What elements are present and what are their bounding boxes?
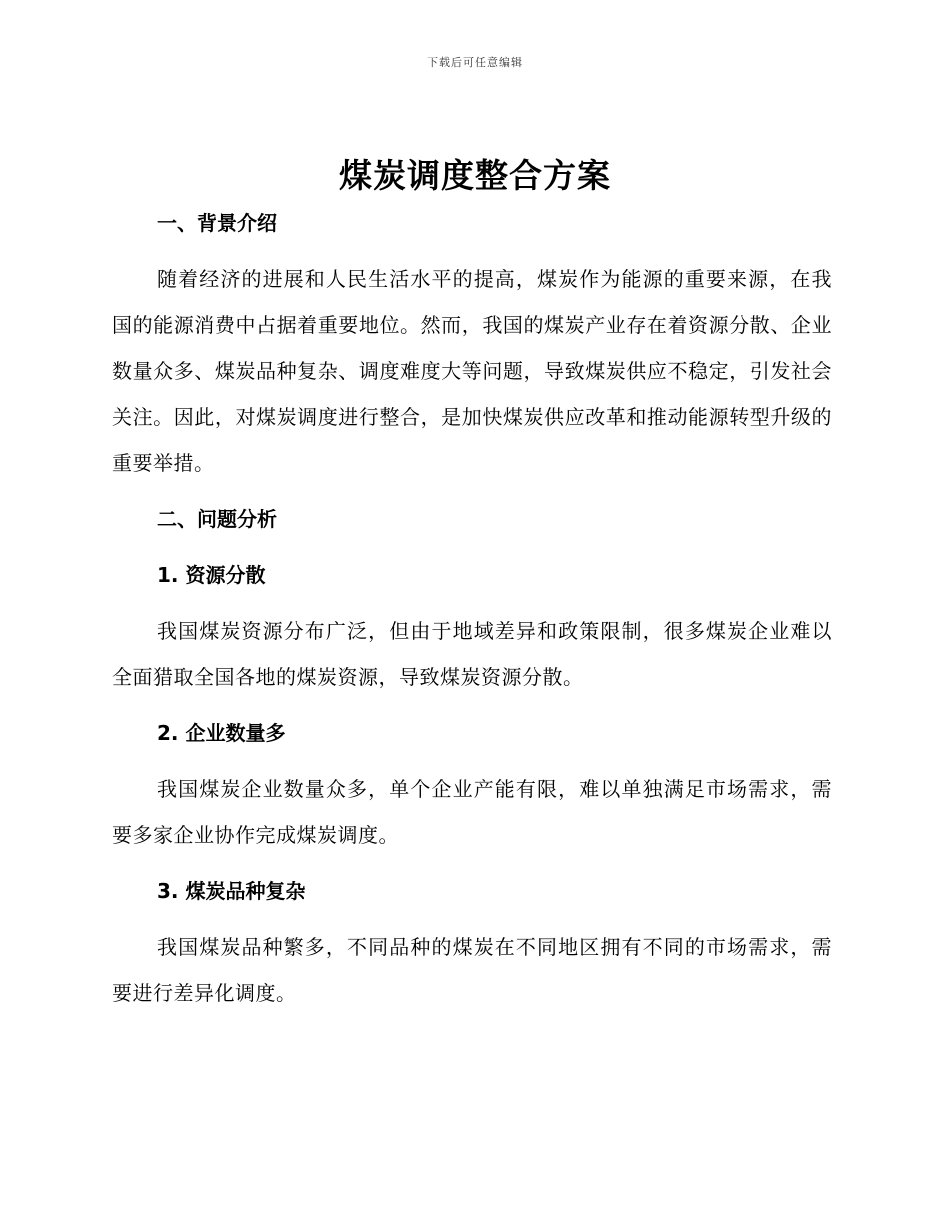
paragraph-resources: 我国煤炭资源分布广泛，但由于地域差异和政策限制，很多煤炭企业难以全面猎取全国各地的煤炭资源，导致煤炭资源分散。: [112, 619, 832, 689]
page-header: 下载后可任意编辑: [427, 56, 523, 69]
document-title: 煤炭调度整合方案: [339, 156, 611, 195]
paragraph-enterprises: 我国煤炭企业数量众多，单个企业产能有限，难以单独满足市场需求，需要多家企业协作完成煤炭调度。: [112, 777, 832, 847]
subsection-heading-resources: 1. 资源分散: [157, 563, 266, 587]
section-heading-background: 一、背景介绍: [157, 211, 277, 235]
document-body: [112, 200, 832, 1016]
paragraph-coal-types: 我国煤炭品种繁多，不同品种的煤炭在不同地区拥有不同的市场需求，需要进行差异化调度。: [112, 935, 832, 1005]
subsection-heading-coal-types: 3. 煤炭品种复杂: [157, 879, 306, 903]
paragraph-background: 随着经济的进展和人民生活水平的提高，煤炭作为能源的重要来源，在我国的能源消费中占据着重要地位。然而，我国的煤炭产业存在着资源分散、企业数量众多、煤炭品种复杂、调度难度大等问题，导致煤炭供应不稳定，引发社会关注。因此，对煤炭调度进行整合，是加快煤炭供应改革和推动能源转型升级的重要举措。: [112, 267, 832, 475]
subsection-heading-enterprises: 2. 企业数量多: [157, 721, 286, 745]
section-heading-analysis: 二、问题分析: [157, 507, 277, 531]
